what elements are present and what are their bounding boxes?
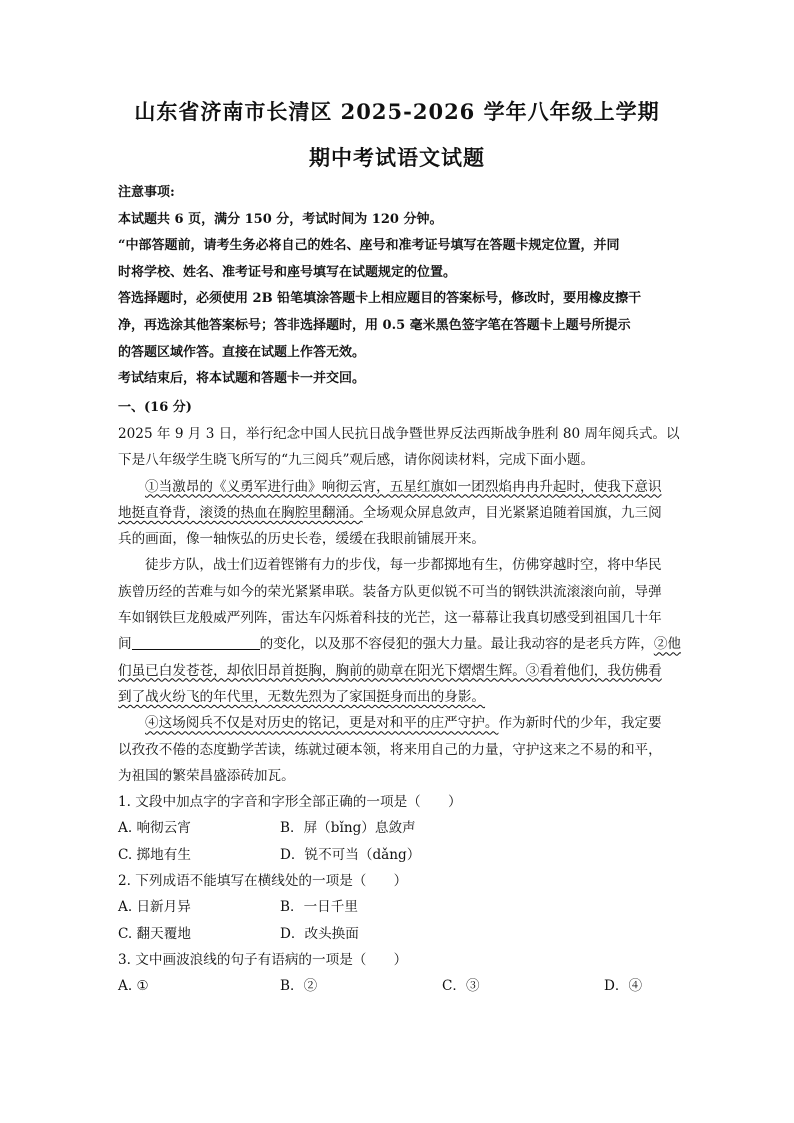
paragraph-2-line: 车如钢铁巨龙般威严列阵，雷达车闪烁着科技的光芒，这一幕幕让我真切感受到祖国几十年 (118, 610, 662, 627)
paragraph-text: 全场观众屏息敛声，目光紧紧追随着国旗，九三阅 (362, 504, 662, 521)
exam-title-line1: 山东省济南市长清区 2025-2026 学年八年级上学期 (134, 99, 660, 124)
q2-option-d: D．改头换面 (280, 925, 359, 942)
paragraph-1-line: 兵的画面，像一轴恢弘的历史长卷，缓缓在我眼前铺展开来。 (118, 531, 486, 548)
question-1-options (118, 842, 684, 868)
q2-option-a: A. 日新月异 (118, 899, 191, 916)
question-3-options (118, 973, 684, 999)
wavy-sentence-1-cont: 地挺直脊背，滚烫的热血在胸腔里翻涌。 (118, 504, 363, 521)
paragraph-3-line: 为祖国的繁荣昌盛添砖加瓦。 (118, 767, 295, 784)
paragraph-2-line: 徒步方队，战士们迈着铿锵有力的步伐，每一步都掷地有生，仿佛穿越时空，将中华民 (145, 557, 662, 574)
instruction-line: 考试结束后，将本试题和答题卡一并交回。 (118, 371, 366, 387)
instruction-line: 的答题区域作答。直接在试题上作答无效。 (118, 344, 366, 360)
section-heading: 一、(16 分) (118, 400, 192, 415)
q3-option-d: D．④ (604, 978, 643, 995)
instruction-line: 答选择题时，必须使用 2B 铅笔填涂答题卡上相应题目的答案标号，修改时，要用橡皮擦干 (118, 291, 642, 307)
instruction-line: 时将学校、姓名、准考证号和座号填写在试题规定的位置。 (118, 264, 457, 280)
paragraph-3-line (118, 710, 684, 736)
instruction-line: “中部答题前，请考生务必将自己的姓名、座号和准考证号填写在答题卡规定位置，并同 (118, 238, 620, 254)
exam-title-line2: 期中考试语文试题 (309, 145, 485, 170)
question-2-stem: 2. 下列成语不能填写在横线处的一项是（ ） (118, 873, 408, 890)
instruction-line: 本试题共 6 页，满分 150 分，考试时间为 120 分钟。 (118, 211, 443, 227)
question-2-options (118, 894, 684, 920)
wavy-sentence-1: ①当激昂的《义勇军进行曲》响彻云宵，五星红旗如一团烈焰冉冉升起时，使我下意识 (145, 478, 662, 495)
q3-option-c: C．③ (442, 978, 480, 995)
q2-option-b: B．一日千里 (280, 899, 358, 916)
paragraph-1-line (118, 500, 684, 526)
paragraph-2-line: 族曾历经的苦难与如今的荣光紧紧串联。装备方队更似锐不可当的钢铁洪流滚滚向前，导弹 (118, 583, 662, 600)
q3-option-b: B．② (280, 978, 318, 995)
reading-material (118, 421, 684, 1000)
question-2-options (118, 921, 684, 947)
question-3-stem: 3. 文中画波浪线的句子有语病的一项是（ ） (118, 951, 408, 968)
question-1-options (118, 815, 684, 841)
wavy-sentence-2: ②他 (653, 636, 681, 653)
paragraph-text: 间 (118, 636, 132, 653)
paragraph-2-line (118, 631, 684, 657)
q1-option-c: C. 掷地有生 (118, 846, 191, 863)
paragraph-2-line (118, 658, 684, 684)
q1-option-b: B．屏（bǐng）息敛声 (280, 820, 416, 837)
q3-option-a: A. ① (118, 978, 149, 995)
wavy-sentence-4: ④这场阅兵不仅是对历史的铭记，更是对和平的庄严守护。 (145, 715, 499, 732)
wavy-sentence-3-cont: 到了战火纷飞的年代里，无数先烈为了家国挺身而出的身影。 (118, 688, 486, 705)
instruction-line: 净，再选涂其他答案标号；答非选择题时，用 0.5 毫米黑色签字笔在答题卡上题号所提示 (118, 317, 631, 333)
instructions-heading: 注意事项: (118, 185, 175, 200)
intro-line: 2025 年 9 月 3 日，举行纪念中国人民抗日战争暨世界反法西斯战争胜利 80 周年阅兵式。以 (118, 426, 680, 442)
q2-option-c: C. 翻天覆地 (118, 925, 191, 942)
intro-line: 下是八年级学生晓飞所写的“九三阅兵”观后感，请你阅读材料，完成下面小题。 (118, 452, 595, 469)
fill-in-blank (132, 635, 260, 650)
paragraph-text: 的变化，以及那不容侵犯的强大力量。最让我动容的是老兵方阵， (259, 636, 654, 653)
wavy-sentence-2-3: 们虽已白发苍苍，却依旧昂首挺胸，胸前的勋章在阳光下熠熠生辉。③看着他们，我仿佛看 (118, 662, 662, 679)
paragraph-1-line (118, 474, 684, 500)
q1-option-d: D．锐不可当（dǎng） (280, 846, 421, 863)
paragraph-3-line: 以孜孜不倦的态度勤学苦读，练就过硬本领，将来用自己的力量，守护这来之不易的和平， (118, 741, 662, 758)
q1-option-a: A. 响彻云宵 (118, 820, 191, 837)
paragraph-2-line (118, 684, 684, 710)
question-1-stem: 1. 文段中加点字的字音和字形全部正确的一项是（ ） (118, 794, 462, 811)
instructions-block (118, 180, 688, 393)
paragraph-text: 作为新时代的少年，我定要 (498, 715, 662, 732)
